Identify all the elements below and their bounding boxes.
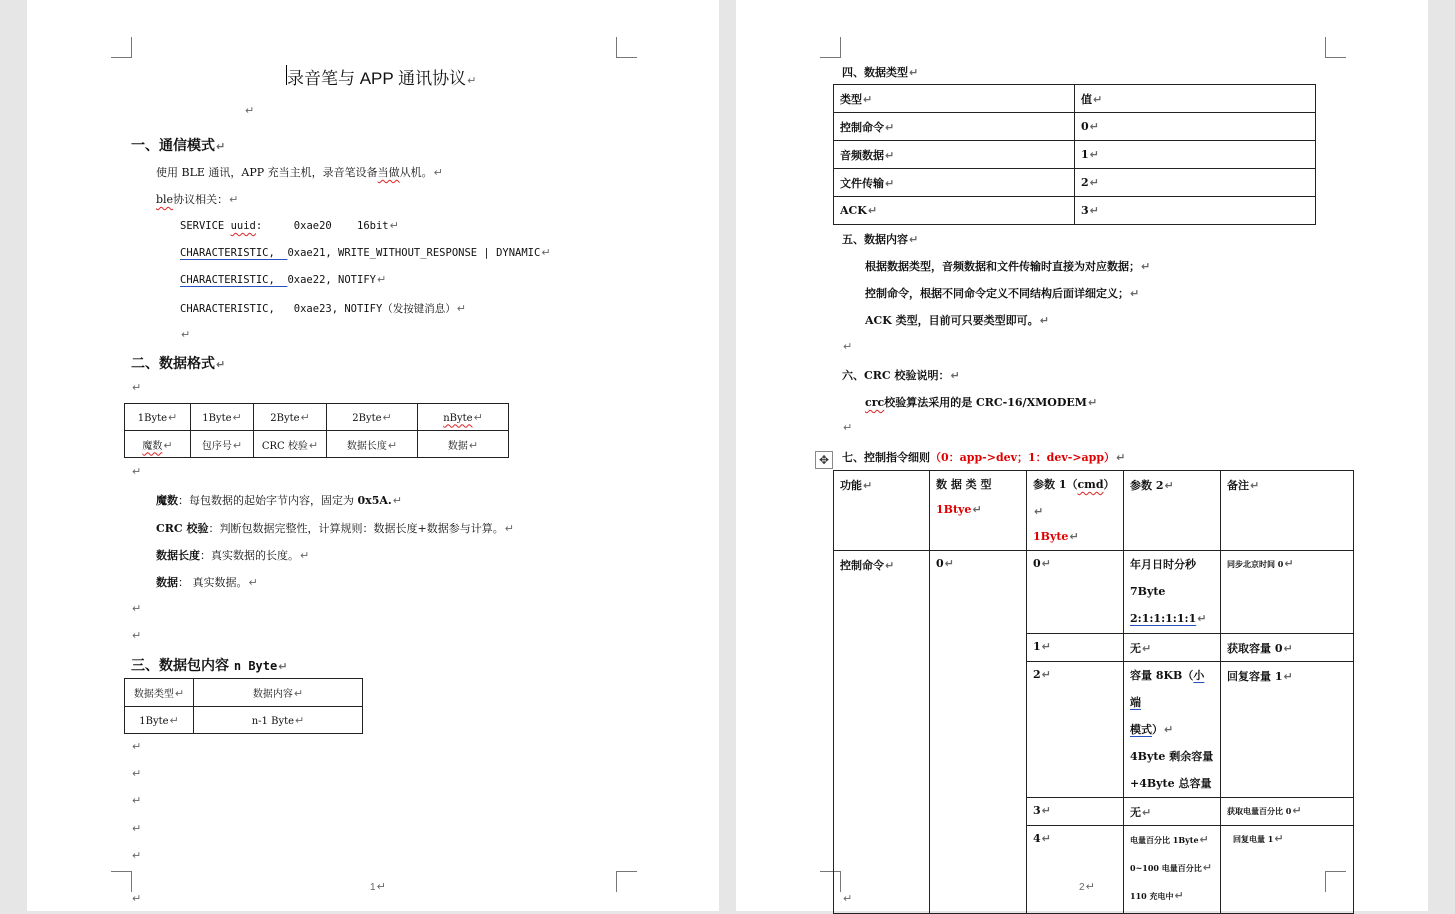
table-cell[interactable]: 控制命令↵ (834, 113, 1075, 141)
table-cell[interactable]: 0↵ (1075, 113, 1316, 141)
table-cell[interactable]: 2Byte↵ (254, 404, 327, 431)
document-page-2[interactable] (736, 0, 1428, 911)
crop-mark (616, 871, 637, 892)
section-heading-6[interactable]: 六、CRC 校验说明：↵ (842, 369, 960, 382)
content-line-2[interactable]: 控制命令，根据不同命令定义不同结构后面详细定义；↵ (865, 287, 1140, 300)
table-cell[interactable]: 年月日时分秒 7Byte 2:1:1:1:1:1↵ (1124, 551, 1221, 634)
control-command-table[interactable] (833, 470, 1354, 914)
empty-paragraph: ↵ (132, 794, 142, 807)
table-row (834, 471, 1354, 551)
table-cell[interactable]: 1Byte↵ (125, 404, 191, 431)
empty-paragraph: ↵ (132, 465, 142, 478)
table-cell[interactable]: 魔数↵ (125, 431, 191, 458)
table-cell[interactable]: 功能↵ (834, 471, 930, 551)
section-heading-3[interactable]: 三、数据包内容 n Byte↵ (131, 658, 288, 674)
table-cell[interactable]: 回复电量 1↵ (1221, 826, 1354, 914)
empty-paragraph: ↵ (132, 602, 142, 615)
table-cell[interactable]: 音频数据↵ (834, 141, 1075, 169)
table-row (834, 169, 1316, 197)
service-uuid-line[interactable]: SERVICE uuid: 0xae20 16bit↵ (180, 219, 399, 232)
table-cell[interactable]: 4↵ (1027, 826, 1124, 914)
page-number: 1↵ (370, 880, 386, 893)
section-heading-1[interactable]: 一、通信模式↵ (131, 138, 226, 154)
table-cell[interactable]: 电量百分比 1Byte↵ 0~100 电量百分比↵ 110 充电中↵ (1124, 826, 1221, 914)
table-move-handle-icon[interactable]: ✥ (815, 451, 833, 469)
table-cell[interactable]: 参数 2↵ (1124, 471, 1221, 551)
table-cell[interactable]: 数据类型↵ (125, 679, 194, 707)
table-cell[interactable]: ACK↵ (834, 197, 1075, 225)
section-heading-7[interactable]: 七、控制指令细则（0：app->dev；1：dev->app）↵ (842, 451, 1126, 464)
content-line-1[interactable]: 根据数据类型，音频数据和文件传输时直接为对应数据；↵ (865, 260, 1151, 273)
table-cell[interactable]: 回复容量 1↵ (1221, 662, 1354, 798)
crop-mark (111, 871, 132, 892)
table-cell[interactable]: 值↵ (1075, 85, 1316, 113)
empty-paragraph: ↵ (132, 892, 142, 905)
table-row (834, 551, 1354, 634)
table-row (834, 85, 1316, 113)
table-row (125, 679, 363, 707)
definition-magic[interactable]: 魔数：每包数据的起始字节内容，固定为 0x5A.↵ (156, 494, 402, 507)
section-heading-5[interactable]: 五、数据内容↵ (842, 233, 919, 246)
crop-mark (1325, 37, 1346, 58)
table-cell[interactable]: 文件传输↵ (834, 169, 1075, 197)
characteristic-line-3[interactable]: CHARACTERISTIC, 0xae23, NOTIFY（发按键消息）↵ (180, 302, 467, 315)
table-cell[interactable]: 数据长度↵ (327, 431, 418, 458)
empty-paragraph: ↵ (132, 381, 142, 394)
characteristic-line-2[interactable]: CHARACTERISTIC, 0xae22, NOTIFY↵ (180, 273, 387, 286)
empty-paragraph: ↵ (132, 629, 142, 642)
table-cell[interactable]: 0↵ (930, 551, 1027, 914)
crop-mark (111, 37, 132, 58)
table-row (125, 707, 363, 734)
paragraph-comm-mode[interactable]: 使用 BLE 通讯，APP 充当主机，录音笔设备当做从机。↵ (156, 166, 443, 179)
table-row (125, 404, 509, 431)
table-cell[interactable]: 备注↵ (1221, 471, 1354, 551)
table-cell[interactable]: 容量 8KB（小端 模式）↵ 4Byte 剩余容量 +4Byte 总容量 (1124, 662, 1221, 798)
page-number: 2↵ (1079, 880, 1095, 893)
section-heading-2[interactable]: 二、数据格式↵ (131, 356, 226, 372)
table-cell[interactable]: 数据↵ (418, 431, 509, 458)
table-cell[interactable]: 2↵ (1075, 169, 1316, 197)
table-cell[interactable]: 3↵ (1075, 197, 1316, 225)
characteristic-line-1[interactable]: CHARACTERISTIC, 0xae21, WRITE_WITHOUT_RESPONSE | DYNAMIC↵ (180, 246, 551, 259)
empty-paragraph: ↵ (132, 822, 142, 835)
table-cell[interactable]: nByte↵ (418, 404, 509, 431)
content-line-3[interactable]: ACK 类型，目前可只要类型即可。↵ (865, 314, 1049, 327)
table-row (125, 431, 509, 458)
empty-paragraph: ↵ (132, 740, 142, 753)
table-cell[interactable]: 0↵ (1027, 551, 1124, 634)
empty-paragraph: ↵ (132, 767, 142, 780)
table-cell[interactable]: 数 据 类 型 1Btye↵ (930, 471, 1027, 551)
table-row (834, 113, 1316, 141)
crop-mark (616, 37, 637, 58)
table-cell[interactable]: 1Byte↵ (125, 707, 194, 734)
empty-paragraph: ↵ (245, 104, 255, 117)
table-cell[interactable]: 无↵ (1124, 798, 1221, 826)
data-format-table[interactable] (124, 403, 509, 458)
data-type-table[interactable] (833, 84, 1316, 225)
crc-algorithm-line[interactable]: crc校验算法采用的是 CRC-16/XMODEM↵ (865, 396, 1098, 409)
table-cell[interactable]: 参数 1（cmd）↵ 1Byte↵ (1027, 471, 1124, 551)
paragraph-ble-protocol[interactable]: ble协议相关：↵ (156, 193, 239, 206)
packet-content-table[interactable] (124, 678, 363, 734)
table-cell[interactable]: 1Byte↵ (191, 404, 254, 431)
document-page-1[interactable] (27, 0, 719, 911)
definition-length[interactable]: 数据长度：真实数据的长度。↵ (156, 549, 310, 562)
table-cell[interactable]: n-1 Byte↵ (194, 707, 363, 734)
empty-paragraph: ↵ (132, 849, 142, 862)
empty-paragraph: ↵ (843, 340, 853, 353)
table-cell[interactable]: 无↵ (1124, 634, 1221, 662)
table-cell[interactable]: 数据内容↵ (194, 679, 363, 707)
table-cell[interactable]: 获取电量百分比 0↵ (1221, 798, 1354, 826)
table-row (834, 197, 1316, 225)
table-cell[interactable]: 获取容量 0↵ (1221, 634, 1354, 662)
table-cell[interactable]: 包序号↵ (191, 431, 254, 458)
definition-crc[interactable]: CRC 校验：判断包数据完整性，计算规则：数据长度+数据参与计算。↵ (156, 522, 514, 535)
table-cell[interactable]: 类型↵ (834, 85, 1075, 113)
table-cell[interactable]: 同步北京时间 0↵ (1221, 551, 1354, 634)
empty-paragraph: ↵ (843, 421, 853, 434)
table-cell[interactable]: 1↵ (1027, 634, 1124, 662)
table-cell[interactable]: 2↵ (1027, 662, 1124, 798)
table-cell[interactable]: 3↵ (1027, 798, 1124, 826)
table-cell[interactable]: 1↵ (1075, 141, 1316, 169)
definition-data[interactable]: 数据： 真实数据。↵ (156, 576, 258, 589)
empty-paragraph: ↵ (843, 892, 853, 905)
table-row (834, 141, 1316, 169)
empty-paragraph: ↵ (181, 328, 191, 341)
table-cell[interactable]: 控制命令↵ (834, 551, 930, 914)
table-cell[interactable]: 2Byte↵ (327, 404, 418, 431)
table-cell[interactable]: CRC 校验↵ (254, 431, 327, 458)
section-heading-4[interactable]: 四、数据类型↵ (842, 66, 919, 79)
document-title[interactable]: 录音笔与 APP 通讯协议↵ (287, 69, 477, 88)
crop-mark (820, 37, 841, 58)
